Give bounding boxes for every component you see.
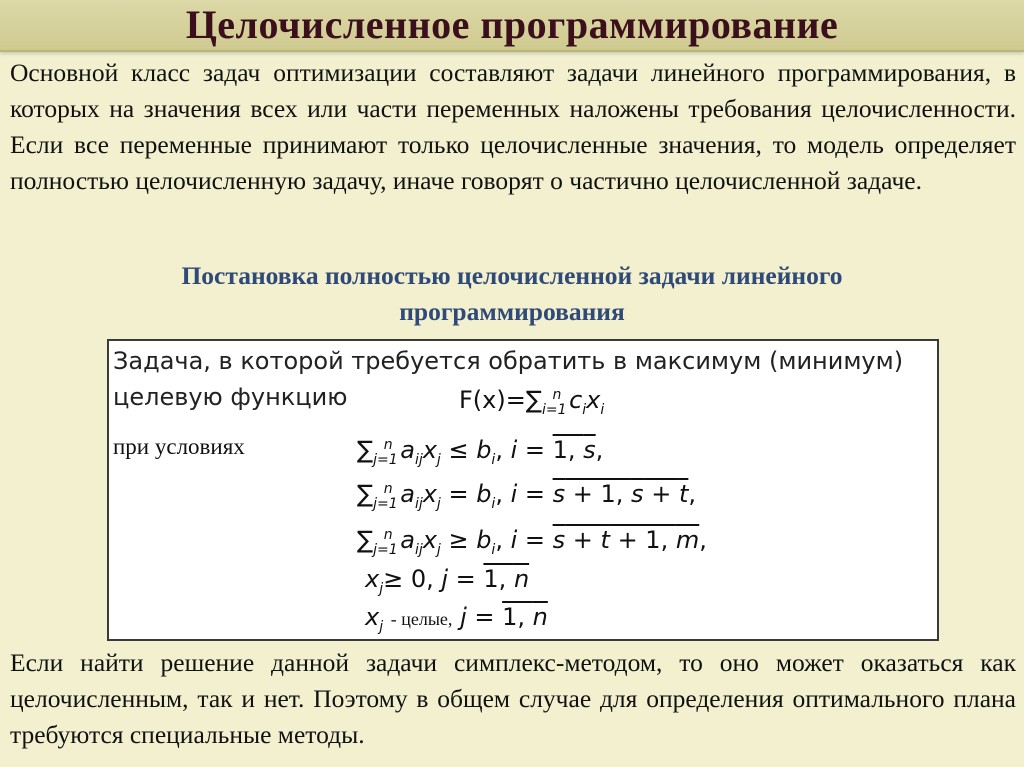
section-subtitle xyxy=(0,258,1024,330)
problem-statement-line-1: Задача, в которой требуется обратить в максимум (минимум) xyxy=(113,347,904,375)
outro-paragraph: Если найти решение данной задачи симплекс-методом, то оно может оказаться как целочисленным, так и нет. Поэтому в общем случае для определения оптимального плана требуются специальные методы. xyxy=(10,648,1016,749)
constraint-nonneg: $x_j\ge 0$, j = 1, n xyxy=(365,565,530,597)
constraint-eq: $\sum_{j=1}^n$ $a_{ij}x_j = b_i$, i = s + 1, s + t, xyxy=(357,480,696,512)
slide-title: Целочисленное программирование xyxy=(185,2,839,47)
constraint-integer: $x_j$ - целые, j = 1, n xyxy=(365,603,548,635)
subtitle-line-2: программирования xyxy=(399,297,625,326)
objective-function: $F(x)=\sum_{i=1}^n$ $c_ix_i$ xyxy=(459,386,605,418)
constraint-le: $\sum_{j=1}^n$ $a_{ij}x_j \le b_i$, i = 1, s, xyxy=(357,436,604,468)
conditions-label: при условиях xyxy=(113,434,245,459)
problem-statement-line-2: целевую функцию xyxy=(113,383,348,411)
constraint-ge: $\sum_{j=1}^n$ $a_{ij}x_j \ge b_i$, i = s + t + 1, m, xyxy=(357,526,707,558)
subtitle-line-1: Постановка полностью целочисленной задачи линейного xyxy=(181,261,843,290)
intro-paragraph: Основной класс задач оптимизации составляют задачи линейного программирования, в которых на значения всех или части переменных наложены требования целочисленности. Если все переменные принимают только целочисленные значения, то модель определяет полностью целочисленную задачу, иначе говорят о частично целочисленной задаче. xyxy=(10,58,1016,195)
integer-note: - целые, xyxy=(390,609,453,629)
formula-box xyxy=(107,339,939,641)
